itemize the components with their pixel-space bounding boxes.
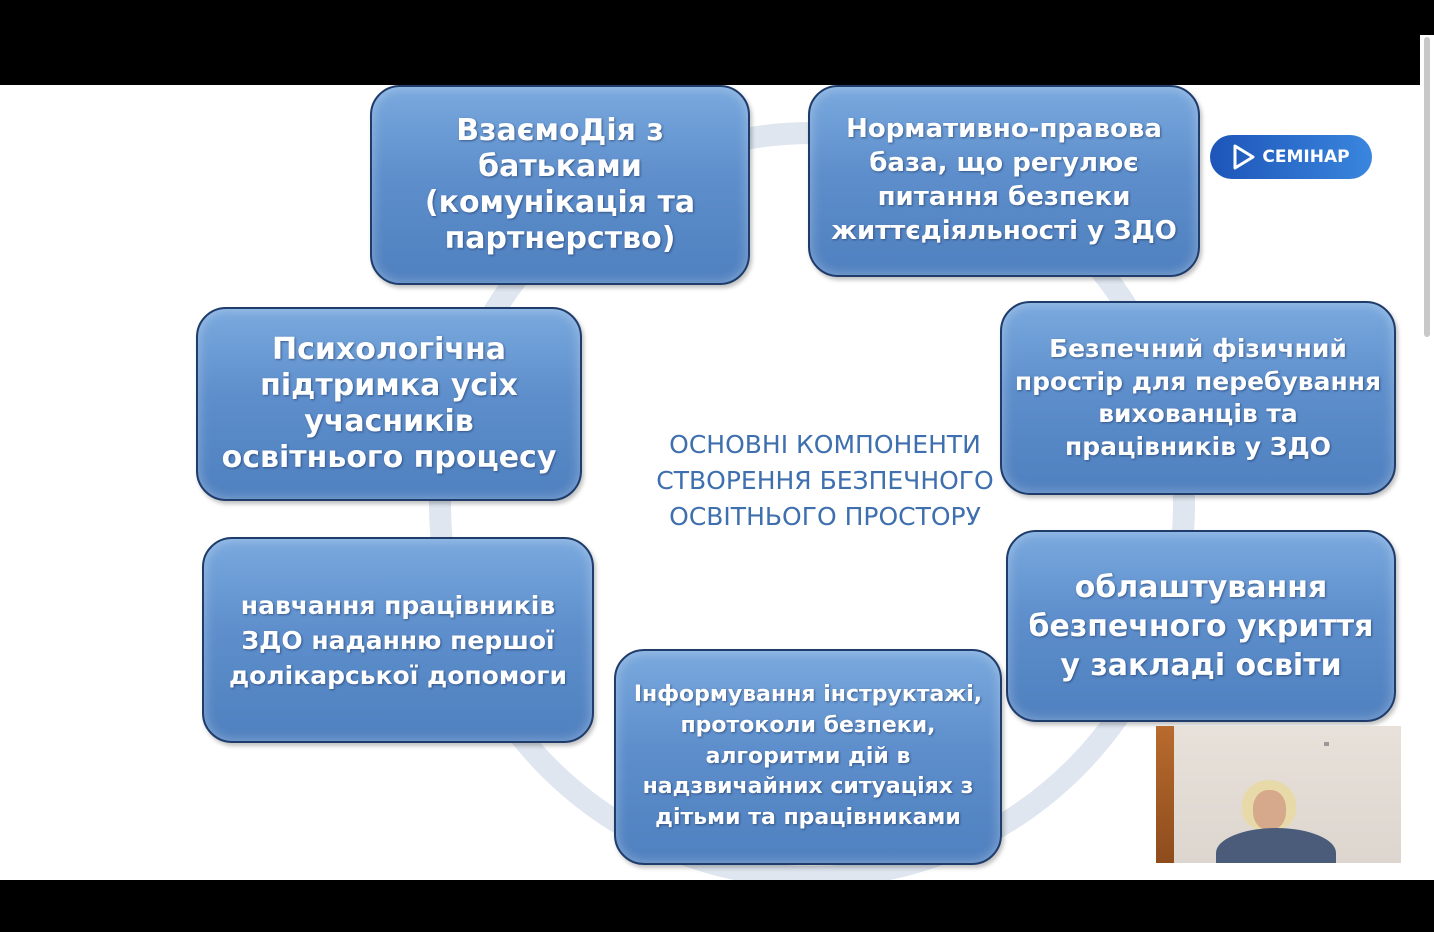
node-legal-base: Нормативно-правова база, що регулює питання безпеки життєдіяльності у ЗДО <box>808 85 1200 277</box>
node-physical-space: Безпечний фізичний простір для перебування вихованців та працівників у ЗДО <box>1000 301 1396 495</box>
play-icon <box>1232 144 1256 170</box>
scrollbar-thumb[interactable] <box>1424 37 1430 337</box>
presentation-slide <box>0 85 1420 880</box>
node-briefing: Інформування інструктажі, протоколи безпеки, алгоритми дій в надзвичайних ситуаціях з дітьми та працівниками <box>614 649 1002 865</box>
node-parents-interaction: ВзаємоДія з батьками (комунікація та партнерство) <box>370 85 750 285</box>
node-shelter: облаштування безпечного укриття у закладі освіти <box>1006 530 1396 722</box>
node-first-aid: навчання працівників ЗДО наданню першої долікарської допомоги <box>202 537 594 743</box>
node-psychological-support: Психологічна підтримка усіх учасників освітнього процесу <box>196 307 582 501</box>
vertical-scrollbar[interactable] <box>1420 35 1434 880</box>
diagram-center-title: ОСНОВНІ КОМПОНЕНТИ СТВОРЕННЯ БЕЗПЕЧНОГО ОСВІТНЬОГО ПРОСТОРУ <box>656 430 994 531</box>
seminar-badge <box>1210 135 1372 179</box>
presenter-video-thumbnail[interactable] <box>1156 726 1401 863</box>
seminar-badge-label: СЕМІНАР <box>1262 147 1350 167</box>
